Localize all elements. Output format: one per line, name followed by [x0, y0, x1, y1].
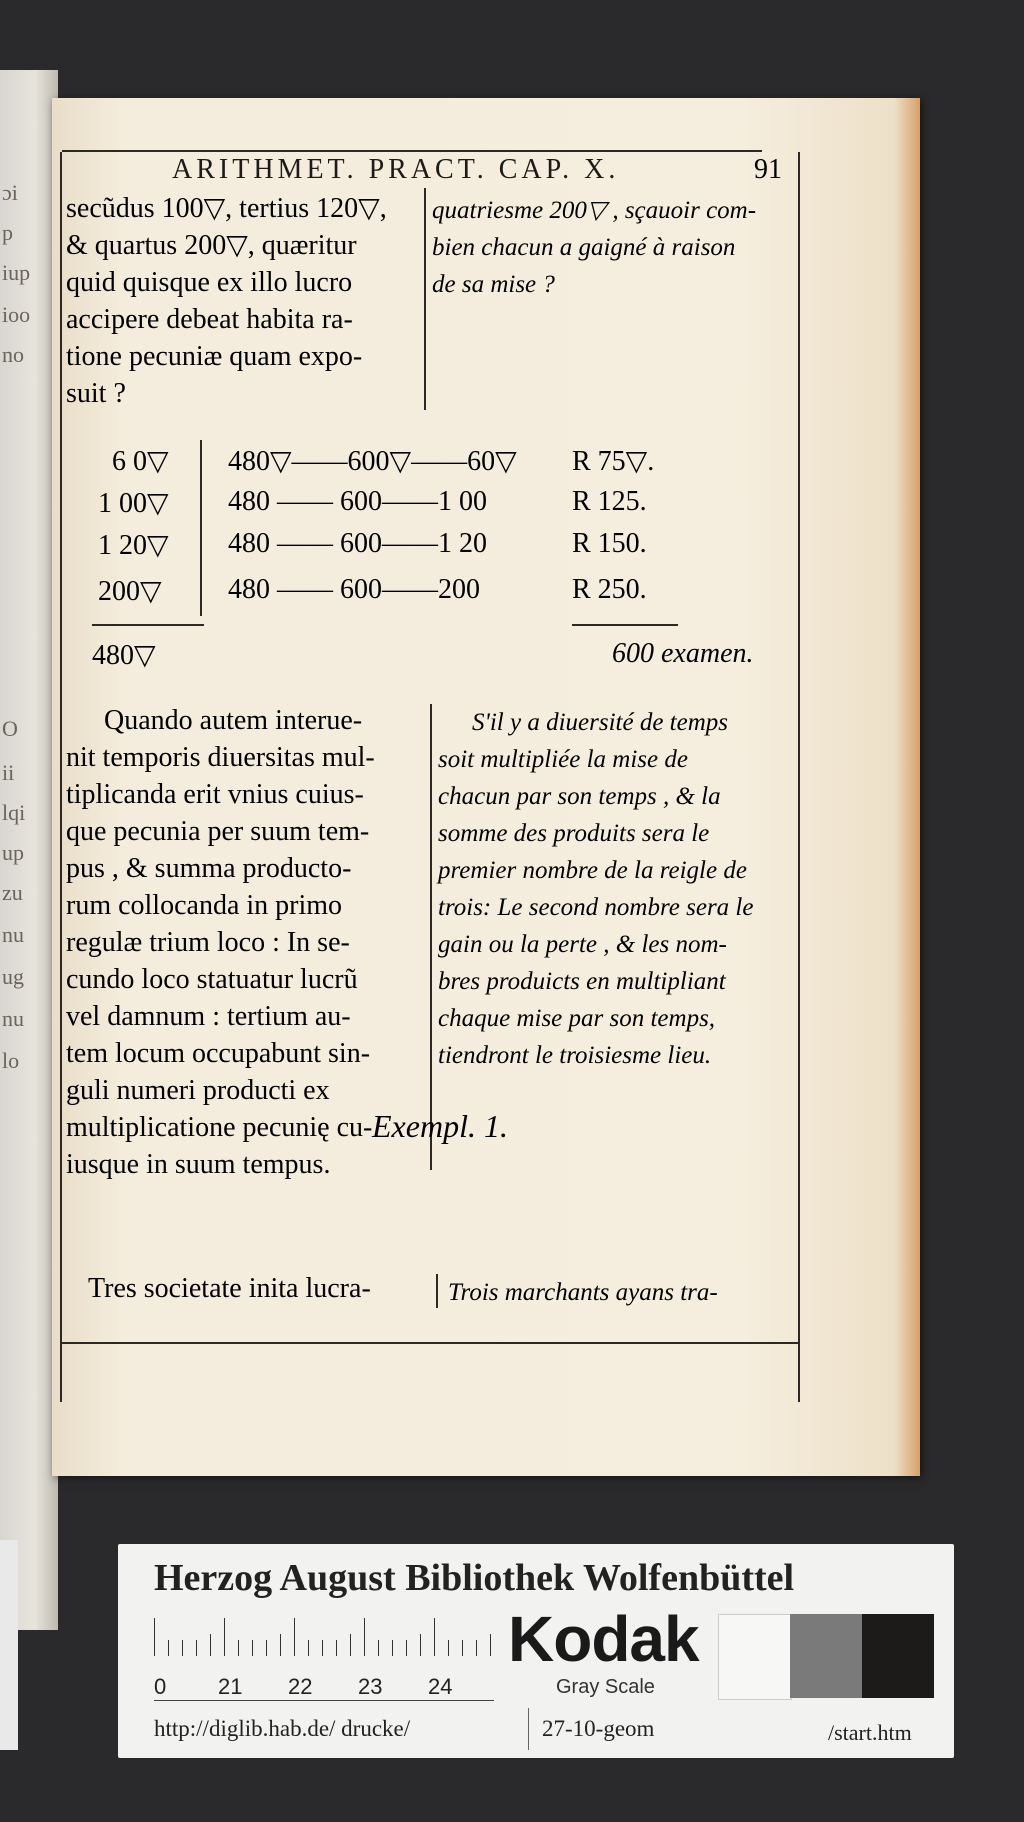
text-line: Tres societate inita lucra-: [88, 1273, 371, 1304]
text-line: S'il y a diuersité de temps: [472, 709, 728, 736]
facing-page-edge: [0, 70, 58, 1630]
text-line: quatriesme 200▽ , sçauoir com-: [432, 197, 757, 224]
frame-right-rule: [798, 152, 800, 1402]
text-line: suit ?: [66, 378, 126, 409]
text-line: accipere debeat habita ra-: [66, 304, 353, 335]
text-line: & quartus 200▽, quæritur: [66, 230, 357, 261]
text-line: gain ou la perte , & les nom-: [438, 931, 727, 958]
check-value: 600 examen.: [612, 638, 754, 669]
example-french-start: [448, 1274, 718, 1311]
header-rule: [62, 150, 762, 152]
ruler-number: 23: [358, 1674, 383, 1699]
gray-swatch-white: [718, 1614, 792, 1700]
text-line: vel damnum : tertium au-: [66, 1001, 351, 1032]
text-line: bien chacun a gaigné à raison: [432, 234, 736, 261]
facing-page-fragment: lqi: [2, 800, 26, 825]
sum-rule: [92, 624, 204, 626]
facing-page-fragment: p: [2, 220, 13, 245]
body-french-column: [438, 704, 753, 1074]
gray-swatch-black: [862, 1614, 934, 1698]
text-line: tiendront le troisiesme lieu.: [438, 1042, 712, 1069]
stake-value: 1 20▽: [98, 530, 169, 561]
library-url: http://diglib.hab.de/ drucke/: [154, 1716, 411, 1741]
running-title: ARITHMET. PRACT. CAP. X.: [172, 154, 620, 185]
stake-total: 480▽: [92, 640, 156, 671]
label-divider: [528, 1708, 529, 1750]
text-line: premier nombre de la reigle de: [438, 857, 747, 884]
text-line: multiplicatione pecunię cu-: [66, 1112, 373, 1143]
text-line: pus , & summa producto-: [66, 853, 352, 884]
text-line: Quando autem interue-: [104, 705, 363, 736]
library-name: Herzog August Bibliothek Wolfenbüttel: [154, 1557, 795, 1599]
text-line: tem locum occupabunt sin-: [66, 1038, 371, 1069]
text-line: Trois marchants ayans tra-: [448, 1279, 718, 1306]
url-suffix: /start.htm: [828, 1720, 912, 1745]
left-card-edge: [0, 1540, 18, 1750]
text-line: bres produicts en multipliant: [438, 968, 726, 995]
facing-page-fragment: zu: [2, 880, 23, 905]
facing-page-fragment: ug: [2, 964, 24, 989]
ruler-number: 24: [428, 1674, 453, 1699]
text-line: nit temporis diuersitas mul-: [66, 742, 375, 773]
text-line: tiplicanda erit vnius cuius-: [66, 779, 364, 810]
text-line: chaque mise par son temps,: [438, 1005, 716, 1032]
result-value: R 75▽.: [572, 446, 655, 477]
facing-page-fragment: up: [2, 840, 24, 865]
text-line: secũdus 100▽, tertius 120▽,: [66, 193, 387, 224]
facing-page-fragment: iup: [2, 260, 31, 285]
text-line: iusque in suum tempus.: [66, 1149, 331, 1180]
ruler-number: 0: [154, 1674, 167, 1699]
page-number: 91: [754, 154, 782, 185]
table-divider: [200, 440, 202, 616]
stake-value: 1 00▽: [98, 488, 169, 519]
body-latin-column: [66, 702, 375, 1183]
text-line: que pecunia per suum tem-: [66, 816, 370, 847]
facing-page-fragment: ii: [2, 760, 15, 785]
text-line: cundo loco statuatur lucrũ: [66, 964, 358, 995]
text-line: trois: Le second nombre sera le: [438, 894, 754, 921]
gray-swatch-mid: [790, 1614, 862, 1698]
text-line: rum collocanda in primo: [66, 890, 343, 921]
rule-of-three-row: 480▽——600▽——60▽: [228, 446, 517, 477]
example-title: Exempl. 1.: [372, 1108, 508, 1144]
facing-page-fragment: lo: [2, 1048, 20, 1073]
frame-bottom-rule: [62, 1342, 798, 1344]
measurement-ruler: [154, 1618, 494, 1701]
facing-page-fragment: no: [2, 342, 24, 367]
text-line: regulæ trium loco : In se-: [66, 927, 350, 958]
facing-page-fragment: nu: [2, 1006, 24, 1031]
kodak-logo: Kodak: [508, 1603, 699, 1675]
frame-left-rule: [60, 152, 62, 1402]
text-line: chacun par son temps , & la: [438, 783, 721, 810]
shelf-code: 27-10-geom: [542, 1716, 655, 1741]
column-divider: [424, 188, 426, 410]
text-line: guli numeri producti ex: [66, 1075, 330, 1106]
rule-of-three-row: 480 —— 600——200: [228, 574, 480, 605]
text-line: tione pecuniæ quam expo-: [66, 341, 363, 372]
gray-scale-caption: Gray Scale: [556, 1676, 655, 1698]
result-value: R 250.: [572, 574, 647, 605]
text-line: soit multipliée la mise de: [438, 746, 688, 773]
example-latin-start: [88, 1270, 371, 1307]
facing-page-fragment: O: [2, 716, 18, 741]
text-line: quid quisque ex illo lucro: [66, 267, 353, 298]
text-line: somme des produits sera le: [438, 820, 710, 847]
book-page: [52, 98, 920, 1476]
facing-page-fragment: nu: [2, 922, 24, 947]
archive-label: [118, 1544, 954, 1758]
result-value: R 125.: [572, 486, 647, 517]
facing-page-fragment: ioo: [2, 302, 31, 327]
facing-page-fragment: ɔi: [2, 180, 18, 205]
text-line: de sa mise ?: [432, 271, 555, 298]
top-latin-column: [66, 190, 387, 412]
ruler-number: 22: [288, 1674, 313, 1699]
result-value: R 150.: [572, 528, 647, 559]
stake-value: 6 0▽: [112, 446, 169, 477]
column-divider: [436, 1274, 438, 1308]
ruler-number: 21: [218, 1674, 243, 1699]
rule-of-three-row: 480 —— 600——1 00: [228, 486, 487, 517]
sum-rule: [572, 624, 678, 626]
top-french-column: [432, 192, 756, 303]
column-divider: [430, 704, 432, 1170]
rule-of-three-row: 480 —— 600——1 20: [228, 528, 487, 559]
stake-value: 200▽: [98, 576, 162, 607]
